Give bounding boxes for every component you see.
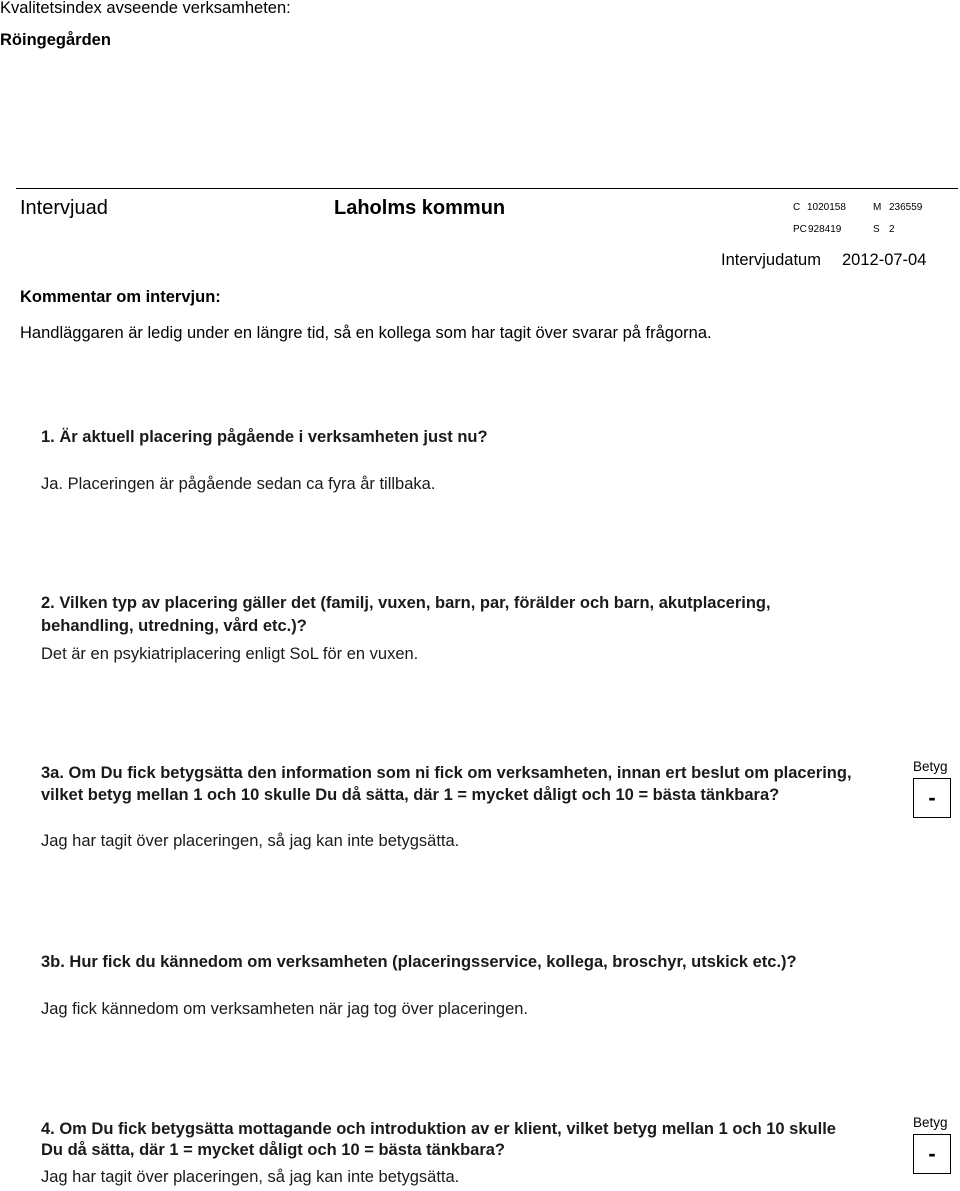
code-s-label: S (873, 224, 880, 235)
question-3a-line-1: 3a. Om Du fick betygsätta den information som ni fick om verksamheten, innan ert beslut om placering, (41, 764, 852, 782)
document-title: Kvalitetsindex avseende verksamheten: (0, 0, 291, 17)
code-c-value: 1020158 (807, 202, 846, 213)
interview-date-label: Intervjudatum (721, 251, 821, 269)
code-c-label: C (793, 202, 801, 213)
rating-box-4: - (913, 1134, 951, 1174)
comment-text: Handläggaren är ledig under en längre tid, så en kollega som har tagit över svarar på frågorna. (20, 324, 712, 342)
rating-box-3a: - (913, 778, 951, 818)
question-3b: 3b. Hur fick du kännedom om verksamheten (placeringsservice, kollega, broschyr, utskick etc.)? (41, 953, 797, 971)
code-s-value: 2 (889, 224, 895, 235)
interview-date-value: 2012-07-04 (842, 251, 927, 269)
answer-1: Ja. Placeringen är pågående sedan ca fyra år tillbaka. (41, 475, 436, 493)
comment-label: Kommentar om intervjun: (20, 288, 221, 306)
answer-3b: Jag fick kännedom om verksamheten när jag tog över placeringen. (41, 1000, 529, 1018)
organization-name: Röingegården (0, 31, 111, 49)
question-1: 1. Är aktuell placering pågående i verksamheten just nu? (41, 428, 488, 446)
rating-label-3a: Betyg (913, 759, 948, 774)
answer-4: Jag har tagit över placeringen, så jag kan inte betygsätta. (41, 1168, 460, 1186)
question-4-line-1: 4. Om Du fick betygsätta mottagande och introduktion av er klient, vilket betyg mellan 1 och 10 skulle (41, 1120, 836, 1138)
answer-3a: Jag har tagit över placeringen, så jag kan inte betygsätta. (41, 832, 460, 850)
question-4-line-2: Du då sätta, där 1 = mycket dåligt och 10 = bästa tänkbara? (41, 1141, 506, 1159)
interviewed-label: Intervjuad (20, 197, 108, 219)
question-2-line-1: 2. Vilken typ av placering gäller det (familj, vuxen, barn, par, förälder och barn, akutplacering, (41, 594, 771, 612)
question-3a-line-2: vilket betyg mellan 1 och 10 skulle Du då sätta, där 1 = mycket dåligt och 10 = bästa tänkbara? (41, 786, 780, 804)
municipality-name: Laholms kommun (334, 197, 506, 219)
code-pc-label: PC (793, 224, 807, 235)
question-2-line-2: behandling, utredning, vård etc.)? (41, 617, 307, 635)
rating-label-4: Betyg (913, 1115, 948, 1130)
code-pc-value: 928419 (808, 224, 842, 235)
answer-2: Det är en psykiatriplacering enligt SoL för en vuxen. (41, 645, 419, 663)
code-m-value: 236559 (889, 202, 923, 213)
code-m-label: M (873, 202, 882, 213)
header-divider (16, 188, 958, 189)
